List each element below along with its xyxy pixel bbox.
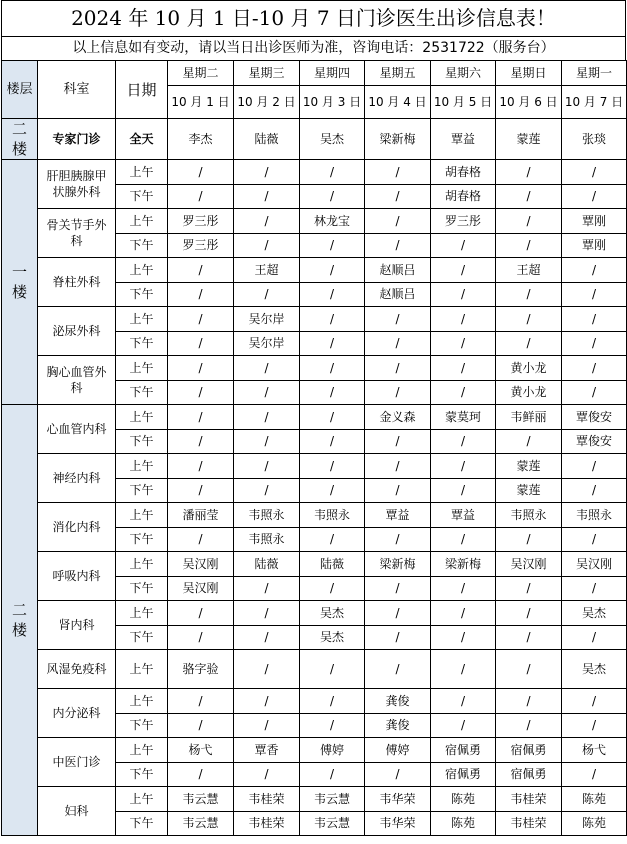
doctor-cell: / <box>234 233 300 258</box>
floor-cell: 二楼 <box>2 119 38 160</box>
schedule-row <box>2 552 627 577</box>
doctor-cell: / <box>234 282 300 307</box>
doctor-cell: / <box>496 331 562 356</box>
doctor-cell: / <box>300 689 365 714</box>
doctor-cell: / <box>234 762 300 787</box>
doctor-cell: / <box>300 478 365 503</box>
doctor-cell: 韦桂荣 <box>234 811 300 836</box>
doctor-cell: 傅婷 <box>300 738 365 763</box>
doctor-cell: 胡春格 <box>431 160 496 185</box>
period-cell: 上午 <box>116 454 168 479</box>
doctor-cell: 梁新梅 <box>431 552 496 577</box>
doctor-cell: / <box>562 527 627 552</box>
doctor-cell: 宿佩勇 <box>496 762 562 787</box>
schedule-row <box>2 119 627 160</box>
floor-cell: 一楼 <box>2 160 38 405</box>
doctor-cell: / <box>300 527 365 552</box>
doctor-cell: 陆薇 <box>234 552 300 577</box>
period-cell: 上午 <box>116 356 168 381</box>
doctor-cell: 韦照永 <box>562 503 627 528</box>
doctor-cell: / <box>234 713 300 738</box>
doctor-cell: / <box>300 282 365 307</box>
doctor-cell: 韦桂荣 <box>496 811 562 836</box>
doctor-cell: 韦云慧 <box>168 811 234 836</box>
doctor-cell: / <box>234 650 300 689</box>
period-cell: 下午 <box>116 576 168 601</box>
doctor-cell: / <box>234 380 300 405</box>
doctor-cell: / <box>300 576 365 601</box>
period-cell: 上午 <box>116 689 168 714</box>
weekday-cell: 星期二 <box>168 61 234 86</box>
schedule-row <box>2 258 627 283</box>
doctor-cell: / <box>300 356 365 381</box>
doctor-cell: / <box>234 184 300 209</box>
doctor-cell: / <box>431 454 496 479</box>
doctor-cell: 吴杰 <box>562 601 627 626</box>
dept-cell: 神经内科 <box>38 454 116 503</box>
doctor-cell: / <box>168 713 234 738</box>
doctor-cell: 韦照永 <box>300 503 365 528</box>
dept-cell: 胸心血管外科 <box>38 356 116 405</box>
weekday-cell: 星期四 <box>300 61 365 86</box>
doctor-cell: / <box>496 307 562 332</box>
doctor-cell: / <box>168 356 234 381</box>
doctor-cell: 梁新梅 <box>365 119 431 160</box>
doctor-cell: 覃刚 <box>562 209 627 234</box>
doctor-cell: / <box>431 576 496 601</box>
doctor-cell: / <box>168 258 234 283</box>
period-cell: 上午 <box>116 601 168 626</box>
doctor-cell: 王超 <box>234 258 300 283</box>
doctor-cell: / <box>365 625 431 650</box>
doctor-cell: / <box>365 356 431 381</box>
period-cell: 下午 <box>116 331 168 356</box>
doctor-cell: / <box>562 307 627 332</box>
doctor-cell: / <box>300 331 365 356</box>
doctor-cell: 梁新梅 <box>365 552 431 577</box>
doctor-cell: / <box>496 160 562 185</box>
doctor-cell: / <box>496 233 562 258</box>
doctor-cell: 吴杰 <box>300 119 365 160</box>
doctor-cell: / <box>365 160 431 185</box>
doctor-cell: / <box>168 689 234 714</box>
doctor-cell: / <box>431 650 496 689</box>
dept-cell: 专家门诊 <box>38 119 116 160</box>
schedule-row <box>2 405 627 430</box>
period-cell: 下午 <box>116 527 168 552</box>
doctor-cell: / <box>365 576 431 601</box>
doctor-cell: / <box>300 650 365 689</box>
doctor-cell: / <box>234 625 300 650</box>
doctor-cell: 胡春格 <box>431 184 496 209</box>
dept-cell: 消化内科 <box>38 503 116 552</box>
period-cell: 上午 <box>116 160 168 185</box>
dept-header: 科室 <box>38 61 116 119</box>
doctor-cell: / <box>365 209 431 234</box>
dept-cell: 肾内科 <box>38 601 116 650</box>
period-cell: 下午 <box>116 625 168 650</box>
doctor-cell: 宿佩勇 <box>431 762 496 787</box>
doctor-cell: / <box>168 307 234 332</box>
period-cell: 下午 <box>116 380 168 405</box>
doctor-cell: 张琰 <box>562 119 627 160</box>
doctor-cell: 吴汉刚 <box>168 552 234 577</box>
period-cell: 上午 <box>116 738 168 763</box>
doctor-cell: 蒙莲 <box>496 119 562 160</box>
doctor-cell: / <box>562 762 627 787</box>
doctor-cell: 蒙莲 <box>496 478 562 503</box>
schedule-row <box>2 307 627 332</box>
doctor-cell: 陈苑 <box>562 787 627 812</box>
doctor-cell: 吴杰 <box>562 650 627 689</box>
date-cell: 10 月 4 日 <box>365 86 431 119</box>
weekday-cell: 星期日 <box>496 61 562 86</box>
dept-cell: 内分泌科 <box>38 689 116 738</box>
schedule-row <box>2 787 627 812</box>
doctor-cell: 傅婷 <box>365 738 431 763</box>
doctor-cell: 吴杰 <box>300 625 365 650</box>
period-cell: 下午 <box>116 429 168 454</box>
doctor-cell: 吴汉刚 <box>496 552 562 577</box>
doctor-cell: / <box>431 478 496 503</box>
doctor-cell: 韦华荣 <box>365 787 431 812</box>
doctor-cell: 韦华荣 <box>365 811 431 836</box>
doctor-cell: 陆薇 <box>300 552 365 577</box>
schedule-row <box>2 601 627 626</box>
doctor-cell: / <box>562 258 627 283</box>
doctor-cell: / <box>168 527 234 552</box>
period-cell: 上午 <box>116 787 168 812</box>
doctor-cell: / <box>365 380 431 405</box>
doctor-cell: / <box>562 713 627 738</box>
doctor-cell: / <box>496 713 562 738</box>
doctor-cell: / <box>168 429 234 454</box>
doctor-cell: 罗三彤 <box>168 233 234 258</box>
schedule-row <box>2 503 627 528</box>
doctor-cell: / <box>562 380 627 405</box>
doctor-cell: / <box>496 625 562 650</box>
doctor-cell: / <box>300 380 365 405</box>
doctor-cell: / <box>168 601 234 626</box>
doctor-cell: / <box>562 160 627 185</box>
doctor-cell: 金义森 <box>365 405 431 430</box>
doctor-cell: / <box>365 331 431 356</box>
schedule-row <box>2 160 627 185</box>
doctor-cell: / <box>496 527 562 552</box>
doctor-cell: / <box>234 356 300 381</box>
doctor-cell: 覃益 <box>365 503 431 528</box>
floor-cell: 二楼 <box>2 405 38 836</box>
dept-cell: 骨关节手外科 <box>38 209 116 258</box>
date-header: 日期 <box>116 61 168 119</box>
doctor-cell: / <box>365 429 431 454</box>
schedule-row <box>2 356 627 381</box>
date-cell: 10 月 2 日 <box>234 86 300 119</box>
doctor-cell: / <box>300 713 365 738</box>
doctor-cell: 罗三彤 <box>168 209 234 234</box>
doctor-cell: / <box>300 307 365 332</box>
doctor-cell: / <box>234 209 300 234</box>
doctor-cell: / <box>168 380 234 405</box>
doctor-cell: / <box>496 209 562 234</box>
dept-cell: 妇科 <box>38 787 116 836</box>
doctor-cell: / <box>431 307 496 332</box>
period-cell: 下午 <box>116 282 168 307</box>
period-cell: 上午 <box>116 650 168 689</box>
doctor-cell: 吴尔岸 <box>234 307 300 332</box>
schedule-row <box>2 209 627 234</box>
doctor-cell: / <box>365 527 431 552</box>
page-title: 2024 年 10 月 1 日-10 月 7 日门诊医生出诊信息表！ <box>1 0 626 36</box>
doctor-cell: / <box>431 429 496 454</box>
doctor-cell: 陈苑 <box>562 811 627 836</box>
doctor-cell: 陈苑 <box>431 787 496 812</box>
doctor-cell: / <box>300 429 365 454</box>
doctor-cell: / <box>300 184 365 209</box>
doctor-cell: / <box>168 160 234 185</box>
doctor-cell: 覃俊安 <box>562 429 627 454</box>
doctor-cell: / <box>562 478 627 503</box>
doctor-cell: 宿佩勇 <box>431 738 496 763</box>
schedule-row <box>2 738 627 763</box>
doctor-cell: / <box>562 576 627 601</box>
schedule-row <box>2 689 627 714</box>
period-cell: 上午 <box>116 405 168 430</box>
doctor-cell: / <box>431 258 496 283</box>
dept-cell: 呼吸内科 <box>38 552 116 601</box>
doctor-cell: / <box>562 356 627 381</box>
doctor-cell: / <box>496 576 562 601</box>
schedule-row <box>2 650 627 689</box>
doctor-cell: / <box>431 625 496 650</box>
doctor-cell: / <box>496 429 562 454</box>
weekday-cell: 星期一 <box>562 61 627 86</box>
weekday-header-row <box>2 61 627 86</box>
doctor-cell: 韦照永 <box>234 503 300 528</box>
doctor-cell: 吴尔岸 <box>234 331 300 356</box>
doctor-cell: / <box>365 233 431 258</box>
doctor-cell: / <box>365 478 431 503</box>
period-cell: 下午 <box>116 762 168 787</box>
doctor-cell: 陆薇 <box>234 119 300 160</box>
date-cell: 10 月 1 日 <box>168 86 234 119</box>
period-cell: 下午 <box>116 713 168 738</box>
doctor-cell: / <box>168 184 234 209</box>
period-cell: 上午 <box>116 503 168 528</box>
period-cell: 上午 <box>116 552 168 577</box>
weekday-cell: 星期六 <box>431 61 496 86</box>
doctor-cell: 吴汉刚 <box>562 552 627 577</box>
dept-cell: 肝胆胰腺甲状腺外科 <box>38 160 116 209</box>
doctor-cell: / <box>562 331 627 356</box>
doctor-cell: 龚俊 <box>365 689 431 714</box>
doctor-cell: / <box>168 454 234 479</box>
doctor-cell: 龚俊 <box>365 713 431 738</box>
doctor-cell: / <box>300 762 365 787</box>
weekday-cell: 星期三 <box>234 61 300 86</box>
doctor-cell: / <box>168 762 234 787</box>
doctor-cell: 陈苑 <box>431 811 496 836</box>
date-cell: 10 月 3 日 <box>300 86 365 119</box>
doctor-cell: 黄小龙 <box>496 380 562 405</box>
doctor-cell: 韦桂荣 <box>234 787 300 812</box>
doctor-cell: / <box>234 160 300 185</box>
date-cell: 10 月 5 日 <box>431 86 496 119</box>
dept-cell: 中医门诊 <box>38 738 116 787</box>
doctor-cell: 李杰 <box>168 119 234 160</box>
doctor-cell: / <box>365 184 431 209</box>
doctor-cell: / <box>300 160 365 185</box>
doctor-cell: / <box>431 689 496 714</box>
doctor-cell: 覃益 <box>431 119 496 160</box>
doctor-cell: / <box>431 233 496 258</box>
doctor-cell: 蒙莫珂 <box>431 405 496 430</box>
doctor-cell: / <box>562 625 627 650</box>
doctor-cell: / <box>234 689 300 714</box>
dept-cell: 心血管内科 <box>38 405 116 454</box>
doctor-cell: / <box>168 331 234 356</box>
doctor-cell: / <box>496 689 562 714</box>
doctor-cell: / <box>431 356 496 381</box>
doctor-cell: 宿佩勇 <box>496 738 562 763</box>
doctor-cell: / <box>234 601 300 626</box>
doctor-cell: 蒙莲 <box>496 454 562 479</box>
floor-header: 楼层 <box>2 61 38 119</box>
doctor-cell: / <box>168 405 234 430</box>
doctor-cell: / <box>234 454 300 479</box>
weekday-cell: 星期五 <box>365 61 431 86</box>
doctor-cell: 杨弋 <box>562 738 627 763</box>
doctor-cell: 韦云慧 <box>168 787 234 812</box>
doctor-cell: 骆字验 <box>168 650 234 689</box>
doctor-cell: / <box>168 625 234 650</box>
doctor-cell: 赵顺吕 <box>365 258 431 283</box>
schedule-table <box>1 60 627 836</box>
doctor-cell: / <box>562 184 627 209</box>
period-cell: 上午 <box>116 258 168 283</box>
doctor-cell: 韦云慧 <box>300 787 365 812</box>
doctor-cell: / <box>431 282 496 307</box>
doctor-cell: / <box>365 650 431 689</box>
doctor-cell: / <box>300 233 365 258</box>
doctor-cell: 韦照永 <box>234 527 300 552</box>
doctor-cell: / <box>300 258 365 283</box>
doctor-cell: 韦照永 <box>496 503 562 528</box>
doctor-cell: 韦桂荣 <box>496 787 562 812</box>
doctor-cell: / <box>431 713 496 738</box>
period-cell: 下午 <box>116 811 168 836</box>
doctor-cell: 林龙宝 <box>300 209 365 234</box>
doctor-cell: 覃益 <box>431 503 496 528</box>
doctor-cell: 韦鲜丽 <box>496 405 562 430</box>
dept-cell: 泌尿外科 <box>38 307 116 356</box>
doctor-cell: / <box>496 601 562 626</box>
date-cell: 10 月 7 日 <box>562 86 627 119</box>
doctor-cell: / <box>496 650 562 689</box>
doctor-cell: 潘丽莹 <box>168 503 234 528</box>
doctor-cell: / <box>234 478 300 503</box>
dept-cell: 风湿免疫科 <box>38 650 116 689</box>
doctor-cell: / <box>562 689 627 714</box>
doctor-cell: / <box>168 282 234 307</box>
doctor-cell: / <box>365 762 431 787</box>
doctor-cell: / <box>562 282 627 307</box>
period-cell: 上午 <box>116 307 168 332</box>
doctor-cell: / <box>365 454 431 479</box>
doctor-cell: / <box>300 405 365 430</box>
period-cell: 全天 <box>116 119 168 160</box>
doctor-cell: 杨弋 <box>168 738 234 763</box>
doctor-cell: / <box>496 282 562 307</box>
schedule-document <box>1 0 626 836</box>
doctor-cell: 覃刚 <box>562 233 627 258</box>
doctor-cell: / <box>431 601 496 626</box>
doctor-cell: / <box>300 454 365 479</box>
doctor-cell: 吴汉刚 <box>168 576 234 601</box>
doctor-cell: / <box>234 405 300 430</box>
doctor-cell: / <box>496 184 562 209</box>
doctor-cell: 韦云慧 <box>300 811 365 836</box>
doctor-cell: / <box>431 331 496 356</box>
doctor-cell: / <box>431 527 496 552</box>
doctor-cell: 罗三彤 <box>431 209 496 234</box>
period-cell: 下午 <box>116 184 168 209</box>
period-cell: 上午 <box>116 209 168 234</box>
schedule-row <box>2 454 627 479</box>
doctor-cell: / <box>168 478 234 503</box>
notice-text: 以上信息如有变动，请以当日出诊医师为准，咨询电话：2531722（服务台） <box>1 36 626 60</box>
doctor-cell: / <box>431 380 496 405</box>
doctor-cell: 黄小龙 <box>496 356 562 381</box>
doctor-cell: 吴杰 <box>300 601 365 626</box>
doctor-cell: / <box>562 454 627 479</box>
date-cell: 10 月 6 日 <box>496 86 562 119</box>
doctor-cell: 覃俊安 <box>562 405 627 430</box>
doctor-cell: / <box>365 601 431 626</box>
doctor-cell: / <box>234 576 300 601</box>
doctor-cell: 赵顺吕 <box>365 282 431 307</box>
doctor-cell: / <box>234 429 300 454</box>
doctor-cell: 覃香 <box>234 738 300 763</box>
period-cell: 下午 <box>116 233 168 258</box>
doctor-cell: 王超 <box>496 258 562 283</box>
dept-cell: 脊柱外科 <box>38 258 116 307</box>
doctor-cell: / <box>365 307 431 332</box>
period-cell: 下午 <box>116 478 168 503</box>
